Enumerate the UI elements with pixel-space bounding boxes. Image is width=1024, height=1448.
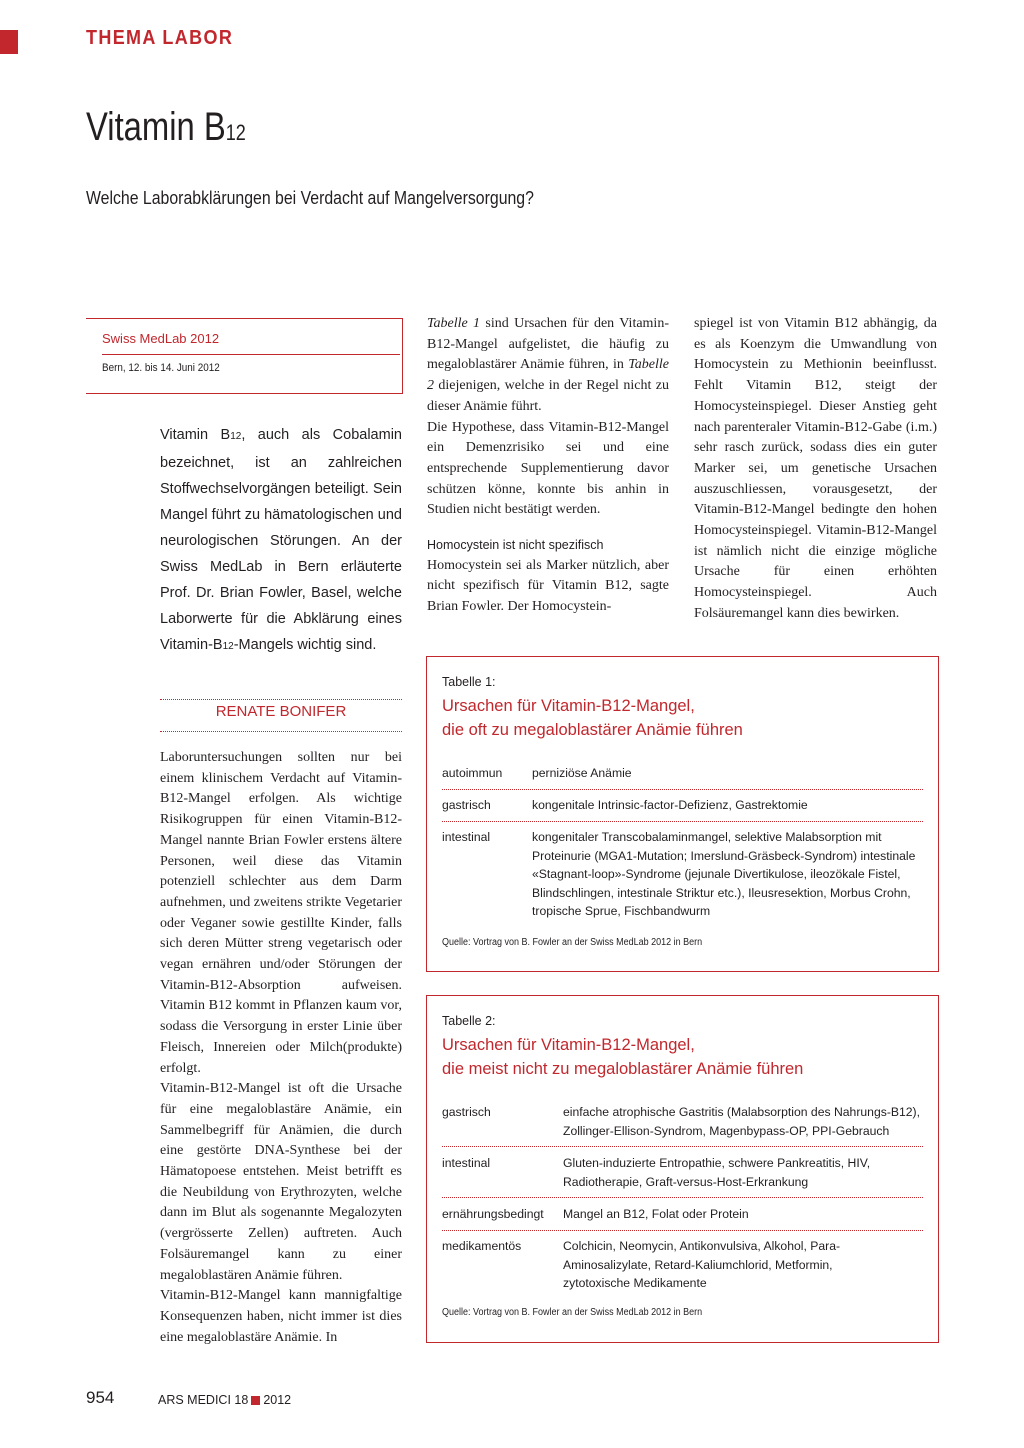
row-value: einfache atrophische Gastritis (Malabsorption des Nahrungs-B12), Zollinger-Ellison-Syndrom, Magenbypass-OP, PPI-Gebrauch: [563, 1105, 921, 1138]
title-main: Vitamin B: [86, 105, 226, 149]
lead-text-2: , auch als Cobalamin bezeichnet, ist an zahlreichen Stoffwechselvorgängen beteiligt. Sein Mangel führt zu hämatologischen und neurologischen Störungen. An der Swiss MedLab in Bern erläuterte Prof. Dr. Brian Fowler, Basel, welche Laborwerte für die Abklärung eines Vitamin-B: [160, 427, 402, 653]
body-paragraph: Homocystein sei als Marker nützlich, aber nicht spezifisch für Vitamin B12, sagte Brian Fowler. Der Homocystein-: [427, 557, 669, 615]
article-subtitle: Welche Laborabklärungen bei Verdacht auf Mangelversorgung?: [86, 188, 534, 208]
row-key: intestinal: [442, 1156, 491, 1170]
lead-sub-2: 12: [222, 641, 234, 652]
journal-footer: [158, 1393, 291, 1407]
subheading: Homocystein ist nicht spezifisch: [427, 538, 604, 553]
journal-year: 2012: [263, 1393, 292, 1407]
row-value: perniziöse Anämie: [532, 766, 632, 780]
row-separator: [442, 1230, 923, 1231]
author-rule-top: [160, 699, 402, 700]
lead-sub-1: 12: [230, 431, 242, 442]
event-divider: [102, 354, 400, 355]
body-column-3: [694, 314, 937, 625]
row-key: gastrisch: [442, 1105, 491, 1119]
body-paragraph: [427, 314, 669, 418]
table-title-line-1: Ursachen für Vitamin-B12-Mangel,: [442, 1036, 695, 1054]
body-text: diejenigen, welche in der Regel nicht zu dieser Anämie führt.: [427, 378, 669, 414]
event-date: Bern, 12. bis 14. Juni 2012: [102, 362, 220, 374]
row-separator: [442, 1146, 923, 1147]
event-box: [86, 318, 403, 394]
body-paragraph: Die Hypothese, dass Vitamin-B12-Mangel ein Demenzrisiko sei und eine entsprechende Supplementierung davor schützen könne, konnte bis anhin in Studien nicht bestätigt werden.: [427, 419, 669, 518]
body-paragraph: Laboruntersuchungen sollten nur bei einem klinischem Verdacht auf Vitamin-B12-Mangel erfolgen. Als wichtige Risikogruppen für einen Vitamin-B12-Mangel nannte Brian Fowler erstens ältere Personen, weil diese das Vitamin potenziell schlechter aus dem Darm aufnehmen, und zweitens strikte Vegetarier oder Veganer sowie gestillte Kinder, falls sich deren Mütter streng vegetarisch oder vegan ernähren und/oder Störungen der Vitamin-B12-Absorption aufweisen. Vitamin B12 kommt in Pflanzen kaum vor, sodass die Versorgung in erster Linie über Fleisch, Innereien oder Milch(produkte) erfolgt.: [160, 750, 402, 1076]
journal-name: ARS MEDICI 18: [158, 1393, 249, 1407]
row-value: Gluten-induzierte Entropathie, schwere Pankreatitis, HIV, Radiotherapie, Graft-versus-Host-Erkrankung: [563, 1156, 871, 1189]
body-paragraph: spiegel ist von Vitamin B12 abhängig, da es als Koenzym die Umwandlung von Homocystein zu Methionin beeinflusst. Fehlt Vitamin B12, steigt der Homocysteinspiegel. Dieser Anstieg geht nach parenteraler Vitamin-B12-Gabe (i.m.) sehr rasch zurück, sodass dies ein guter Marker sei, um genetische Ursachen auszuschliessen, vorausgesetzt, der Vitamin-B12-Mangel bedingte den hohen Homocysteinspiegel. Vitamin-B12-Mangel ist nämlich nicht die einzige mögliche Ursache für einen erhöhten Homocysteinspiegel. Auch Folsäuremangel kann dies bewirken.: [694, 316, 937, 621]
table-source: Quelle: Vortrag von B. Fowler an der Swiss MedLab 2012 in Bern: [442, 937, 703, 948]
row-key: gastrisch: [442, 798, 491, 812]
author-rule-bottom: [160, 731, 402, 732]
row-value: kongenitaler Transcobalaminmangel, selektive Malabsorption mit Proteinurie (MGA1-Mutation; Imerslund-Gräsbeck-Syndrom) intestinale «Stagnant-loop»-Syndrome (jejunale Divertikulose, ileozökale Fistel, Blindschlingen, intestinale Striktur etc.), Ileusresektion, Morbus Crohn, tropische Sprue, Fischbandwurm: [532, 830, 916, 918]
lead-text-1: Vitamin B: [160, 427, 231, 443]
lead-text-3: -Mangels wichtig sind.: [233, 637, 377, 653]
row-key: medikamentös: [442, 1239, 522, 1253]
article-title: [86, 105, 246, 150]
table-title-line-2: die oft zu megaloblastärer Anämie führen: [442, 721, 743, 739]
section-label: THEMA LABOR: [86, 27, 234, 49]
table-title-line-1: Ursachen für Vitamin-B12-Mangel,: [442, 697, 695, 715]
table-source: Quelle: Vortrag von B. Fowler an der Swiss MedLab 2012 in Bern: [442, 1307, 703, 1318]
table-label: Tabelle 1:: [442, 675, 496, 689]
section-marker: [0, 30, 18, 54]
table-row: [442, 828, 923, 923]
row-value: Colchicin, Neomycin, Antikonvulsiva, Alkohol, Para-Aminosalizylate, Retard-Kaliumchlorid, Metformin, zytotoxische Medikamente: [563, 1239, 841, 1290]
table-label: Tabelle 2:: [442, 1014, 496, 1028]
table-ref: Tabelle 2: [427, 357, 669, 394]
table-ref: Tabelle 1: [427, 316, 481, 331]
body-column-1: [160, 748, 402, 1348]
event-name: Swiss MedLab 2012: [102, 331, 220, 346]
row-key: ernährungsbedingt: [442, 1207, 544, 1221]
table-1: [426, 656, 939, 972]
row-separator: [442, 821, 923, 822]
body-column-2: [427, 314, 669, 618]
row-separator: [442, 1197, 923, 1198]
square-icon: [251, 1396, 260, 1405]
row-separator: [442, 789, 923, 790]
body-paragraph: Vitamin-B12-Mangel kann mannigfaltige Konsequenzen haben, nicht immer ist dies eine megaloblastäre Anämie. In: [160, 1288, 402, 1345]
lead-paragraph: [160, 422, 402, 660]
row-value: Mangel an B12, Folat oder Protein: [563, 1207, 749, 1221]
table-2: [426, 995, 939, 1343]
author-byline: RENATE BONIFER: [215, 703, 347, 720]
row-key: intestinal: [442, 830, 491, 844]
table-title-line-2: die meist nicht zu megaloblastärer Anämie führen: [442, 1060, 804, 1078]
row-value: kongenitale Intrinsic-factor-Defizienz, Gastrektomie: [532, 798, 808, 812]
body-paragraph: Vitamin-B12-Mangel ist oft die Ursache für eine megaloblastäre Anämie, ein Sammelbegriff für Anämien, die durch eine gestörte DNA-Synthese bei der Hämatopoese entstehen. Meist betrifft es die Neubildung von Erythrozyten, welche dann im Blut als sogenannte Megalozyten (vergrösserte Zellen) auftreten. Auch Folsäuremangel kann zu einer megaloblastären Anämie führen.: [160, 1081, 402, 1283]
page-number: 954: [86, 1388, 115, 1407]
title-subscript: 12: [225, 120, 246, 145]
row-key: autoimmun: [442, 766, 503, 780]
body-text: sind Ursachen für den Vitamin-B12-Mangel aufgelistet, die häufig zu megaloblastärer Anämie führen, in: [427, 316, 669, 373]
